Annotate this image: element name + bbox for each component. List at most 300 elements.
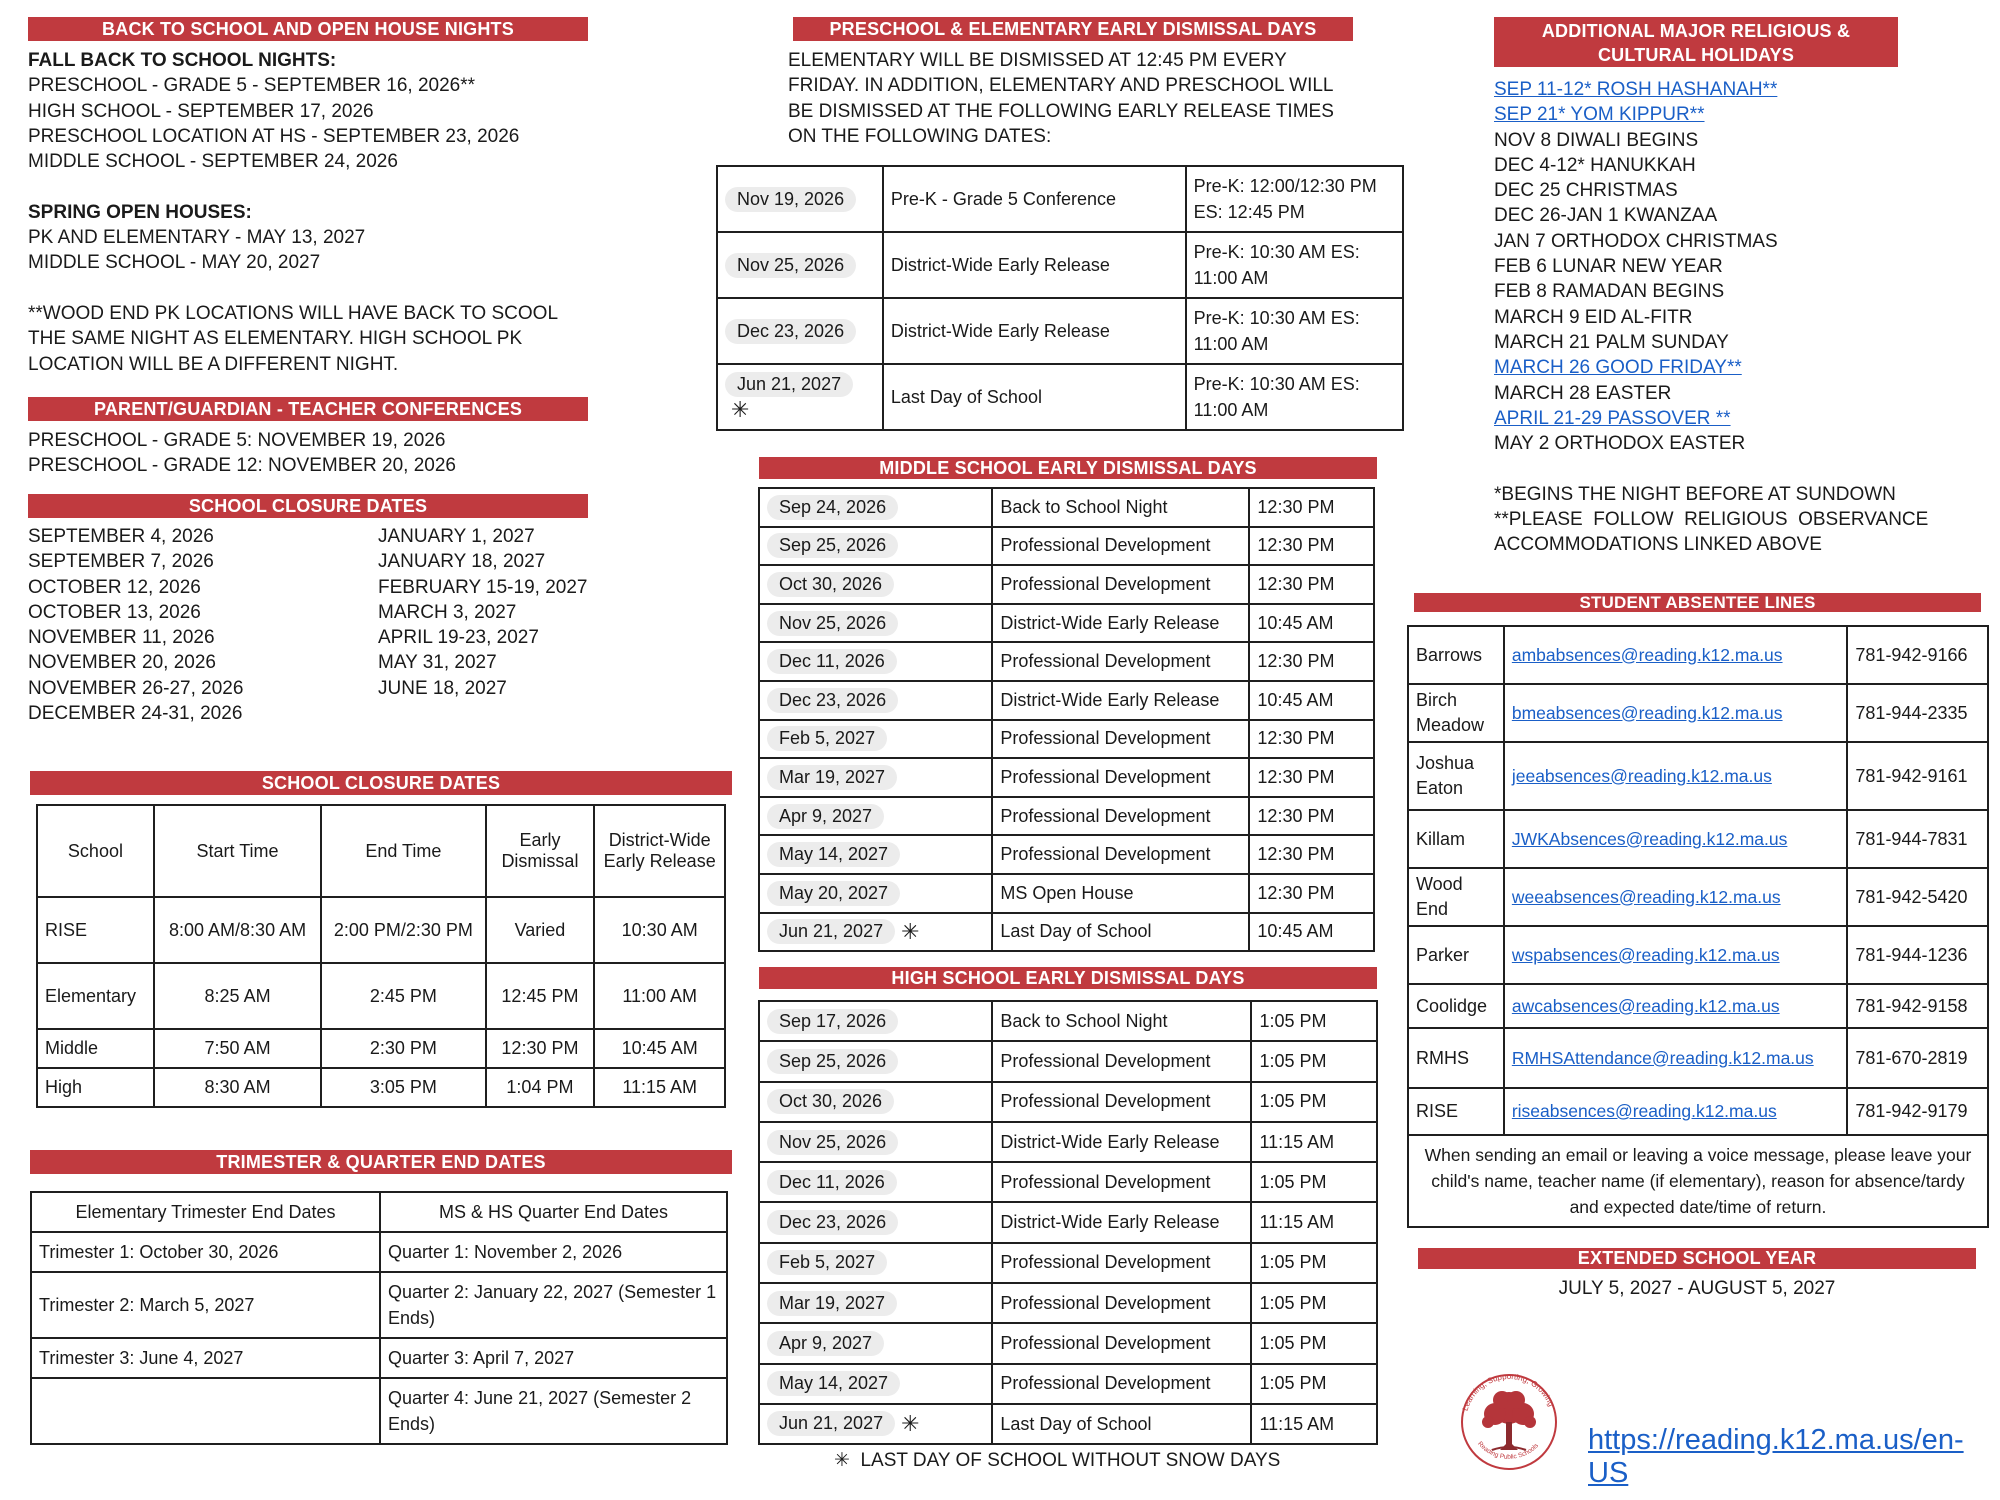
table-row (759, 604, 1374, 643)
trimester-header: TRIMESTER & QUARTER END DATES (30, 1150, 732, 1174)
time-cell: 1:05 PM (1251, 1364, 1377, 1404)
date-cell (759, 1283, 992, 1323)
email-link[interactable]: wspabsences@reading.k12.ma.us (1511, 944, 1780, 965)
column-header: Start Time (154, 805, 321, 897)
time-cell: 12:30 PM (1249, 835, 1374, 874)
date-pill: Nov 25, 2026 (767, 1130, 898, 1155)
star-icon: ✳ (901, 918, 920, 944)
date-cell (759, 874, 992, 913)
time-cell: 1:05 PM (1251, 1041, 1377, 1081)
cell: Trimester 2: March 5, 2027 (31, 1272, 380, 1338)
holiday-item: FEB 8 RAMADAN BEGINS (1494, 281, 1725, 303)
time-cell: 12:30 PM (1249, 527, 1374, 566)
phone-cell: 781-942-5420 (1847, 868, 1988, 926)
event-cell: Back to School Night (992, 1001, 1251, 1041)
school-cell: Coolidge (1408, 984, 1504, 1028)
note-line: THE SAME NIGHT AS ELEMENTARY. HIGH SCHOOL PK (28, 328, 523, 350)
table-row (37, 1029, 725, 1068)
date-cell (759, 642, 992, 681)
closure-dates-left (28, 524, 368, 726)
holiday-item: DEC 4-12* HANUKKAH (1494, 154, 1696, 176)
tree-logo-icon (1452, 1364, 1566, 1480)
date-cell (759, 527, 992, 566)
email-cell (1504, 868, 1848, 926)
table-row (759, 1323, 1377, 1363)
intro-line: ON THE FOLLOWING DATES: (788, 125, 1052, 147)
table-row (1408, 626, 1988, 684)
event-cell: Professional Development (992, 797, 1249, 836)
date-pill: May 14, 2027 (767, 1371, 900, 1396)
table-row (717, 364, 1403, 430)
table-row (759, 720, 1374, 759)
date-pill: Apr 9, 2027 (767, 1331, 884, 1356)
table-row (31, 1378, 727, 1444)
table-row (1408, 810, 1988, 868)
closure-date: SEPTEMBER 4, 2026 (28, 526, 214, 547)
date-pill: Mar 19, 2027 (767, 1291, 897, 1316)
table-row (759, 1404, 1377, 1444)
extended-year-dates: JULY 5, 2027 - AUGUST 5, 2027 (1558, 1278, 1836, 1299)
date-pill: Jun 21, 2027 (767, 1411, 895, 1436)
cell: 8:25 AM (154, 963, 321, 1029)
absentee-footer-row (1408, 1135, 1988, 1227)
event-cell: MS Open House (992, 874, 1249, 913)
date-pill: Dec 11, 2026 (767, 1170, 897, 1195)
phone-cell: 781-942-9179 (1847, 1088, 1988, 1135)
note-line: LOCATION WILL BE A DIFFERENT NIGHT. (28, 353, 399, 375)
closure-date: NOVEMBER 26-27, 2026 (28, 677, 244, 699)
email-cell (1504, 926, 1848, 984)
table-row (759, 1001, 1377, 1041)
date-pill: Dec 23, 2026 (767, 1210, 898, 1235)
school-cell: Barrows (1408, 626, 1504, 684)
table-row (759, 1364, 1377, 1404)
event-cell: District-Wide Early Release (883, 232, 1186, 298)
holiday-item: JAN 7 ORTHODOX CHRISTMAS (1494, 230, 1778, 252)
table-row (1408, 926, 1988, 984)
email-link[interactable]: jeeabsences@reading.k12.ma.us (1511, 765, 1772, 786)
logo-arc-text: Learning, Supporting, Growing (1460, 1372, 1556, 1412)
cell: 2:30 PM (321, 1029, 485, 1068)
school-times-header: SCHOOL CLOSURE DATES (30, 771, 732, 795)
star-icon: ✳ (731, 396, 750, 422)
date-cell (759, 604, 992, 643)
date-pill: Jun 21, 2027 (725, 372, 853, 397)
school-cell: RISE (1408, 1088, 1504, 1135)
date-pill: Oct 30, 2026 (767, 1089, 894, 1114)
holiday-note: **PLEASE FOLLOW RELIGIOUS OBSERVANCE (1494, 509, 1929, 531)
email-link[interactable]: ambabsences@reading.k12.ma.us (1511, 644, 1783, 665)
elementary-dismissal-table (716, 165, 1404, 431)
school-cell: RMHS (1408, 1028, 1504, 1088)
date-cell (759, 681, 992, 720)
cell: 3:05 PM (321, 1068, 485, 1107)
table-row (1408, 868, 1988, 926)
date-pill: Oct 30, 2026 (767, 572, 894, 597)
fall-line: HIGH SCHOOL - SEPTEMBER 17, 2026 (28, 100, 374, 122)
cell: 7:50 AM (154, 1029, 321, 1068)
date-pill: Nov 19, 2026 (725, 187, 856, 212)
date-cell (759, 488, 992, 527)
table-row (1408, 1028, 1988, 1088)
holiday-link[interactable]: SEP 21* YOM KIPPUR** (1494, 104, 1705, 126)
time-cell: 12:30 PM (1249, 642, 1374, 681)
time-cell: Pre-K: 10:30 AM ES: 11:00 AM (1186, 298, 1403, 364)
school-times-table (36, 804, 726, 1108)
closure-date: APRIL 19-23, 2027 (378, 627, 539, 649)
table-row (759, 835, 1374, 874)
closure-date: JUNE 18, 2027 (378, 677, 507, 699)
event-cell: Pre-K - Grade 5 Conference (883, 166, 1186, 232)
time-cell: Pre-K: 10:30 AM ES: 11:00 AM (1186, 364, 1403, 430)
time-cell: 10:45 AM (1249, 681, 1374, 720)
closure-dates-header: SCHOOL CLOSURE DATES (28, 494, 588, 518)
holiday-item: MARCH 9 EID AL-FITR (1494, 306, 1693, 328)
phone-cell: 781-942-9158 (1847, 984, 1988, 1028)
note-line: **WOOD END PK LOCATIONS WILL HAVE BACK TO SCOOL (28, 302, 559, 324)
date-cell (759, 1404, 992, 1444)
phone-cell: 781-942-9166 (1847, 626, 1988, 684)
table-row (759, 1283, 1377, 1323)
email-cell (1504, 1088, 1848, 1135)
table-row (759, 642, 1374, 681)
cell: Elementary (37, 963, 154, 1029)
date-pill: May 20, 2027 (767, 881, 900, 906)
logo-bottom-text: Reading Public Schools (1476, 1440, 1540, 1461)
absentee-table (1407, 625, 1989, 1228)
date-cell (759, 1001, 992, 1041)
holiday-item: MAY 2 ORTHODOX EASTER (1494, 433, 1746, 455)
cell: Quarter 3: April 7, 2027 (380, 1338, 727, 1378)
time-cell: 1:05 PM (1251, 1283, 1377, 1323)
table-row (31, 1232, 727, 1272)
phone-cell: 781-944-2335 (1847, 684, 1988, 742)
email-cell (1504, 626, 1848, 684)
table-row (717, 166, 1403, 232)
table-row (759, 1162, 1377, 1202)
date-cell (759, 1082, 992, 1122)
conference-line: PRESCHOOL - GRADE 5: NOVEMBER 19, 2026 (28, 430, 446, 451)
time-cell: 12:30 PM (1249, 720, 1374, 759)
date-pill: Dec 23, 2026 (725, 319, 856, 344)
intro-line: ELEMENTARY WILL BE DISMISSED AT 12:45 PM EVERY (788, 50, 1287, 71)
cell: 11:15 AM (594, 1068, 725, 1107)
closure-date: NOVEMBER 20, 2026 (28, 652, 216, 674)
phone-cell: 781-942-9161 (1847, 742, 1988, 810)
holiday-item: MARCH 28 EASTER (1494, 382, 1672, 404)
holiday-link[interactable]: APRIL 21-29 PASSOVER ** (1494, 407, 1731, 429)
cell (31, 1378, 380, 1444)
table-row (37, 1068, 725, 1107)
intro-line: FRIDAY. IN ADDITION, ELEMENTARY AND PRESCHOOL WILL (788, 75, 1334, 97)
date-pill: May 14, 2027 (767, 842, 900, 867)
cell: 12:45 PM (486, 963, 595, 1029)
event-cell: Professional Development (992, 565, 1249, 604)
cell: Quarter 2: January 22, 2027 (Semester 1 Ends) (380, 1272, 727, 1338)
email-cell (1504, 742, 1848, 810)
column-header: Elementary Trimester End Dates (31, 1192, 380, 1232)
time-cell: 12:30 PM (1249, 797, 1374, 836)
date-pill: Sep 17, 2026 (767, 1009, 898, 1034)
cell: 8:00 AM/8:30 AM (154, 897, 321, 963)
conference-line: PRESCHOOL - GRADE 12: NOVEMBER 20, 2026 (28, 455, 457, 477)
spring-line: PK AND ELEMENTARY - MAY 13, 2027 (28, 227, 366, 249)
time-cell: 1:05 PM (1251, 1243, 1377, 1283)
conferences-section (28, 428, 598, 479)
date-cell (759, 913, 992, 952)
school-cell: Birch Meadow (1408, 684, 1504, 742)
table-row (759, 1202, 1377, 1242)
event-cell: Last Day of School (883, 364, 1186, 430)
absentee-header: STUDENT ABSENTEE LINES (1414, 593, 1981, 612)
event-cell: Professional Development (992, 1323, 1251, 1363)
high-dismissal-header: HIGH SCHOOL EARLY DISMISSAL DAYS (759, 967, 1377, 989)
event-cell: Professional Development (992, 720, 1249, 759)
table-row (37, 963, 725, 1029)
email-link[interactable]: weeabsences@reading.k12.ma.us (1511, 886, 1781, 907)
event-cell: District-Wide Early Release (992, 1122, 1251, 1162)
time-cell: 11:15 AM (1251, 1122, 1377, 1162)
date-cell (759, 1041, 992, 1081)
cell: High (37, 1068, 154, 1107)
date-cell (759, 1364, 992, 1404)
date-cell (759, 565, 992, 604)
time-cell: 12:30 PM (1249, 758, 1374, 797)
fall-title: FALL BACK TO SCHOOL NIGHTS: (28, 50, 337, 71)
school-cell: Killam (1408, 810, 1504, 868)
time-cell: Pre-K: 10:30 AM ES: 11:00 AM (1186, 232, 1403, 298)
date-pill: Nov 25, 2026 (725, 253, 856, 278)
email-link[interactable]: riseabsences@reading.k12.ma.us (1511, 1101, 1777, 1121)
email-link[interactable]: JWKAbsences@reading.k12.ma.us (1511, 828, 1788, 849)
table-row (759, 874, 1374, 913)
event-cell: Professional Development (992, 1364, 1251, 1404)
district-website-link[interactable]: https://reading.k12.ma.us/en-US (1588, 1424, 1964, 1489)
date-cell (759, 835, 992, 874)
table-row (717, 298, 1403, 364)
table-row (759, 1243, 1377, 1283)
date-cell (759, 1202, 992, 1242)
event-cell: Professional Development (992, 1162, 1251, 1202)
email-cell (1504, 984, 1848, 1028)
time-cell: 12:30 PM (1249, 488, 1374, 527)
event-cell: Professional Development (992, 758, 1249, 797)
event-cell: Last Day of School (992, 1404, 1251, 1444)
date-cell (717, 364, 883, 430)
event-cell: Professional Development (992, 1243, 1251, 1283)
cell: 2:00 PM/2:30 PM (321, 897, 485, 963)
event-cell: Professional Development (992, 1041, 1251, 1081)
cell: Trimester 1: October 30, 2026 (31, 1232, 380, 1272)
time-cell: 1:05 PM (1251, 1162, 1377, 1202)
date-cell (759, 1162, 992, 1202)
date-pill: Mar 19, 2027 (767, 765, 897, 790)
event-cell: Professional Development (992, 835, 1249, 874)
back-to-school-section (28, 48, 598, 377)
cell: RISE (37, 897, 154, 963)
fall-line: PRESCHOOL - GRADE 5 - SEPTEMBER 16, 2026** (28, 75, 476, 97)
high-dismissal-table (758, 1000, 1378, 1445)
table-row (31, 1338, 727, 1378)
time-cell: Pre-K: 12:00/12:30 PM ES: 12:45 PM (1186, 166, 1403, 232)
date-cell (759, 1323, 992, 1363)
table-row (759, 527, 1374, 566)
spring-title: SPRING OPEN HOUSES: (28, 201, 252, 223)
event-cell: District-Wide Early Release (992, 1202, 1251, 1242)
date-pill: Sep 24, 2026 (767, 495, 898, 520)
event-cell: Professional Development (992, 1082, 1251, 1122)
closure-date: OCTOBER 12, 2026 (28, 576, 201, 598)
intro-line: BE DISMISSED AT THE FOLLOWING EARLY RELEASE TIMES (788, 100, 1334, 122)
cell: Trimester 3: June 4, 2027 (31, 1338, 380, 1378)
holiday-note: *BEGINS THE NIGHT BEFORE AT SUNDOWN (1494, 483, 1896, 505)
conferences-header: PARENT/GUARDIAN - TEACHER CONFERENCES (28, 397, 588, 421)
event-cell: Professional Development (992, 1283, 1251, 1323)
table-row (759, 1082, 1377, 1122)
event-cell: District-Wide Early Release (883, 298, 1186, 364)
date-cell (759, 797, 992, 836)
cell: 10:30 AM (594, 897, 725, 963)
closure-date: DECEMBER 24-31, 2026 (28, 703, 243, 725)
absentee-footer: When sending an email or leaving a voice message, please leave your child's name, teacher name (if elementary), reason for absence/tardy and expected date/time of return. (1408, 1135, 1988, 1227)
closure-date: MARCH 3, 2027 (378, 601, 517, 623)
date-pill: Feb 5, 2027 (767, 726, 887, 751)
date-cell (759, 1243, 992, 1283)
table-row (717, 232, 1403, 298)
email-cell (1504, 810, 1848, 868)
table-row (759, 1122, 1377, 1162)
trimester-table (30, 1191, 728, 1445)
fall-line: PRESCHOOL LOCATION AT HS - SEPTEMBER 23, 2026 (28, 125, 520, 147)
event-cell: Last Day of School (992, 913, 1249, 952)
event-cell: District-Wide Early Release (992, 604, 1249, 643)
event-cell: Professional Development (992, 527, 1249, 566)
elementary-intro (788, 48, 1408, 149)
phone-cell: 781-944-7831 (1847, 810, 1988, 868)
cell: 1:04 PM (486, 1068, 595, 1107)
event-cell: Back to School Night (992, 488, 1249, 527)
table-row (759, 758, 1374, 797)
date-cell (717, 166, 883, 232)
time-cell: 10:45 AM (1249, 604, 1374, 643)
table-row (1408, 1088, 1988, 1135)
cell: 11:00 AM (594, 963, 725, 1029)
date-pill: Sep 25, 2026 (767, 533, 898, 558)
phone-cell: 781-944-1236 (1847, 926, 1988, 984)
date-pill: Apr 9, 2027 (767, 804, 884, 829)
time-cell: 11:15 AM (1251, 1202, 1377, 1242)
date-cell (717, 232, 883, 298)
date-pill: Jun 21, 2027 (767, 919, 895, 944)
holiday-item: MARCH 21 PALM SUNDAY (1494, 331, 1729, 353)
table-row (1408, 684, 1988, 742)
school-cell: Wood End (1408, 868, 1504, 926)
table-row (1408, 742, 1988, 810)
district-logo (1452, 1364, 1566, 1480)
time-cell: 1:05 PM (1251, 1001, 1377, 1041)
fall-line: MIDDLE SCHOOL - SEPTEMBER 24, 2026 (28, 151, 398, 173)
holiday-item: DEC 25 CHRISTMAS (1494, 180, 1678, 202)
closure-date: JANUARY 1, 2027 (378, 526, 535, 547)
table-row (759, 488, 1374, 527)
column-header: End Time (321, 805, 485, 897)
extended-year-header: EXTENDED SCHOOL YEAR (1418, 1248, 1976, 1269)
time-cell: 1:05 PM (1251, 1323, 1377, 1363)
date-pill: Sep 25, 2026 (767, 1049, 898, 1074)
school-cell: Parker (1408, 926, 1504, 984)
table-row (1408, 984, 1988, 1028)
time-cell: 11:15 AM (1251, 1404, 1377, 1444)
holiday-link[interactable]: MARCH 26 GOOD FRIDAY** (1494, 357, 1742, 379)
closure-date: SEPTEMBER 7, 2026 (28, 551, 214, 573)
cell: 10:45 AM (594, 1029, 725, 1068)
holiday-link[interactable]: SEP 11-12* ROSH HASHANAH** (1494, 79, 1778, 100)
date-pill: Dec 23, 2026 (767, 688, 898, 713)
middle-dismissal-header: MIDDLE SCHOOL EARLY DISMISSAL DAYS (759, 457, 1377, 479)
email-link[interactable]: bmeabsences@reading.k12.ma.us (1511, 702, 1783, 723)
middle-dismissal-table (758, 487, 1375, 952)
date-cell (759, 720, 992, 759)
cell: Middle (37, 1029, 154, 1068)
closure-date: NOVEMBER 11, 2026 (28, 627, 215, 649)
time-cell: 12:30 PM (1249, 565, 1374, 604)
column-header: MS & HS Quarter End Dates (380, 1192, 727, 1232)
holiday-item: FEB 6 LUNAR NEW YEAR (1494, 256, 1723, 278)
email-link[interactable]: awcabsences@reading.k12.ma.us (1511, 995, 1780, 1016)
column-header: District-Wide Early Release (594, 805, 725, 897)
star-icon: ✳ (901, 1411, 920, 1437)
closure-date: JANUARY 18, 2027 (378, 551, 546, 573)
holiday-item: DEC 26-JAN 1 KWANZAA (1494, 205, 1718, 227)
holidays-header: ADDITIONAL MAJOR RELIGIOUS & CULTURAL HOLIDAYS (1494, 17, 1898, 67)
table-row (759, 565, 1374, 604)
cell: 2:45 PM (321, 963, 485, 1029)
date-cell (759, 758, 992, 797)
back-to-school-header: BACK TO SCHOOL AND OPEN HOUSE NIGHTS (28, 17, 588, 41)
cell: 8:30 AM (154, 1068, 321, 1107)
date-pill: Feb 5, 2027 (767, 1250, 887, 1275)
column-header: Early Dismissal (486, 805, 595, 897)
table-row (759, 797, 1374, 836)
email-link[interactable]: RMHSAttendance@reading.k12.ma.us (1511, 1047, 1814, 1068)
closure-date: MAY 31, 2027 (378, 652, 497, 674)
closure-date: OCTOBER 13, 2026 (28, 601, 201, 623)
date-cell (717, 298, 883, 364)
email-cell (1504, 1028, 1848, 1088)
school-cell: Joshua Eaton (1408, 742, 1504, 810)
cell: Varied (486, 897, 595, 963)
cell: Quarter 4: June 21, 2027 (Semester 2 Ends) (380, 1378, 727, 1444)
email-cell (1504, 684, 1848, 742)
event-cell: District-Wide Early Release (992, 681, 1249, 720)
table-row (759, 681, 1374, 720)
cell: Quarter 1: November 2, 2026 (380, 1232, 727, 1272)
elementary-dismissal-header: PRESCHOOL & ELEMENTARY EARLY DISMISSAL DAYS (793, 17, 1353, 41)
date-pill: Nov 25, 2026 (767, 611, 898, 636)
high-footnote: ✳ LAST DAY OF SCHOOL WITHOUT SNOW DAYS (834, 1450, 1281, 1471)
table-row (31, 1272, 727, 1338)
closure-date: FEBRUARY 15-19, 2027 (378, 576, 588, 598)
cell: 12:30 PM (486, 1029, 595, 1068)
date-pill: Dec 11, 2026 (767, 649, 897, 674)
column-header: School (37, 805, 154, 897)
closure-dates-right (378, 524, 608, 701)
event-cell: Professional Development (992, 642, 1249, 681)
time-cell: 12:30 PM (1249, 874, 1374, 913)
holiday-item: NOV 8 DIWALI BEGINS (1494, 129, 1699, 151)
spring-line: MIDDLE SCHOOL - MAY 20, 2027 (28, 252, 321, 274)
table-row (37, 897, 725, 963)
